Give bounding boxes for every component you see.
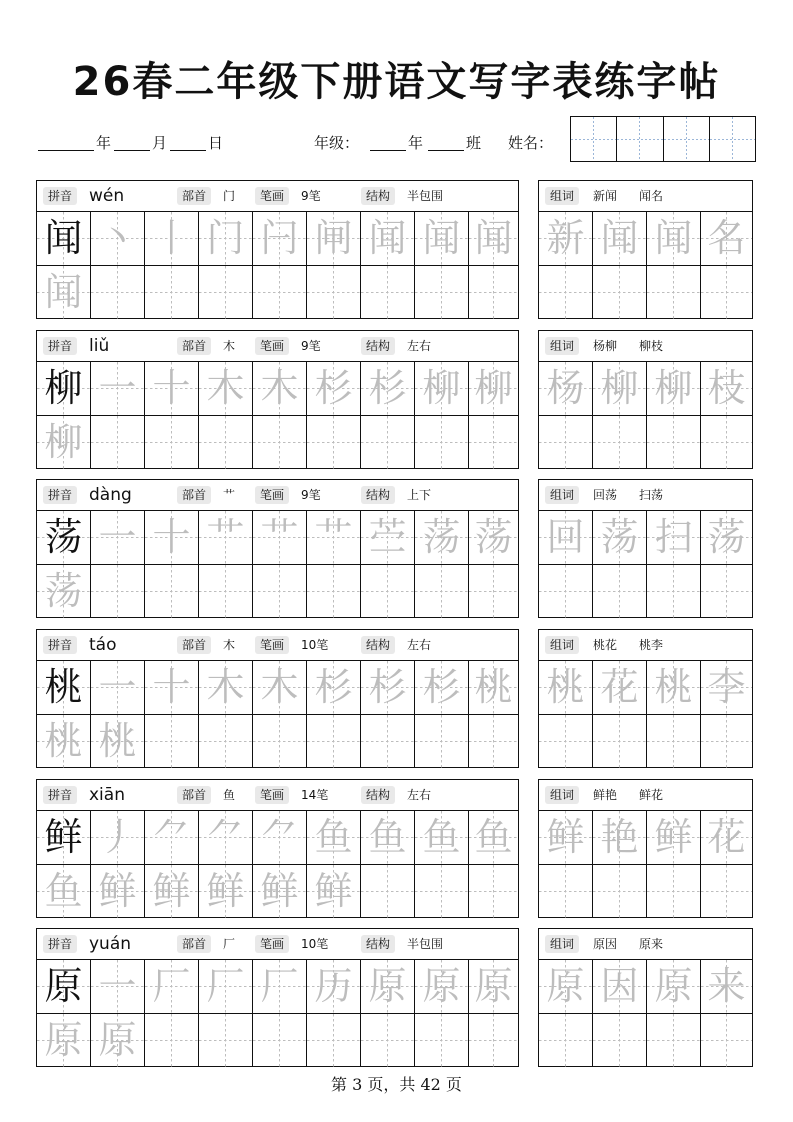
practice-cell[interactable] <box>91 416 145 469</box>
word-practice-cell[interactable] <box>647 865 701 918</box>
radical-value: 木 <box>223 339 236 353</box>
pinyin-tag: 拼音 <box>43 636 77 654</box>
radical-tag: 部首 <box>177 636 211 654</box>
word-trace-cell[interactable]: 原 <box>647 960 701 1014</box>
trace-cell[interactable]: 柳 <box>37 416 91 469</box>
practice-cell[interactable] <box>361 715 415 768</box>
practice-cell[interactable] <box>307 266 361 319</box>
stroke-step-cell[interactable]: 历 <box>307 960 361 1014</box>
model-char[interactable]: 桃 <box>37 661 91 715</box>
words-tag: 组词 <box>545 337 579 355</box>
char-block-0 <box>36 180 753 319</box>
strokes-tag: 笔画 <box>255 337 289 355</box>
stroke-step-cell[interactable]: 桃 <box>469 661 518 715</box>
practice-cell[interactable] <box>253 715 307 768</box>
practice-cell[interactable] <box>199 715 253 768</box>
stroke-step-cell[interactable]: 丨 <box>145 212 199 266</box>
structure-value: 左右 <box>407 638 432 652</box>
panel-header <box>37 331 518 362</box>
word-trace-cell[interactable]: 闻 <box>593 212 647 266</box>
stroke-step-cell[interactable]: 木 <box>199 661 253 715</box>
words-header <box>539 780 752 811</box>
stroke-step-cell[interactable]: 木 <box>253 362 307 416</box>
char-block-4 <box>36 779 753 918</box>
page-footer: 第 3 页，共 42 页 <box>331 1075 462 1094</box>
word-practice-cell[interactable] <box>701 416 752 469</box>
word-1: 回荡 <box>593 488 618 502</box>
words-header <box>539 480 752 511</box>
stroke-step-cell[interactable]: 鲜 <box>253 865 307 918</box>
practice-panel <box>36 629 519 768</box>
word-2: 桃李 <box>639 638 664 652</box>
radical-value: 厂 <box>223 937 236 951</box>
practice-panel <box>36 479 519 618</box>
word-practice-cell[interactable] <box>539 865 593 918</box>
pinyin-tag: 拼音 <box>43 786 77 804</box>
structure-tag: 结构 <box>361 187 395 205</box>
word-trace-cell[interactable]: 来 <box>701 960 752 1014</box>
stroke-step-cell[interactable]: 原 <box>361 960 415 1014</box>
strokes-tag: 笔画 <box>255 187 289 205</box>
word-practice-cell[interactable] <box>539 1014 593 1067</box>
radical-value: 鱼 <box>223 788 236 802</box>
word-1: 鲜艳 <box>593 788 618 802</box>
practice-cell[interactable] <box>469 865 518 918</box>
stroke-step-cell[interactable]: 艹 <box>199 511 253 565</box>
practice-cell[interactable] <box>415 865 469 918</box>
radical-tag: 部首 <box>177 486 211 504</box>
word-trace-cell[interactable]: 扫 <box>647 511 701 565</box>
student-info-row <box>38 116 756 162</box>
word-practice-cell[interactable] <box>647 715 701 768</box>
stroke-step-cell[interactable]: 鱼 <box>307 811 361 865</box>
stroke-step-cell[interactable]: 荡 <box>415 511 469 565</box>
stroke-step-cell[interactable]: 一 <box>91 511 145 565</box>
word-practice-cell[interactable] <box>593 865 647 918</box>
word-practice-cell[interactable] <box>701 565 752 618</box>
pinyin-tag: 拼音 <box>43 935 77 953</box>
words-grid <box>539 960 752 1066</box>
strokes-tag: 笔画 <box>255 786 289 804</box>
word-practice-cell[interactable] <box>539 565 593 618</box>
word-practice-cell[interactable] <box>593 416 647 469</box>
stroke-step-cell[interactable]: 杉 <box>307 362 361 416</box>
stroke-step-cell[interactable]: 鱼 <box>469 811 518 865</box>
practice-grid <box>37 661 518 767</box>
practice-cell[interactable] <box>469 266 518 319</box>
practice-cell[interactable] <box>469 565 518 618</box>
stroke-step-cell[interactable]: 原 <box>415 960 469 1014</box>
practice-cell[interactable] <box>415 416 469 469</box>
practice-cell[interactable] <box>361 865 415 918</box>
year-label: 年 <box>96 134 112 152</box>
pinyin-value: dàng <box>89 485 132 505</box>
trace-cell[interactable]: 桃 <box>37 715 91 768</box>
trace-cell[interactable]: 闻 <box>37 266 91 319</box>
strokes-value: 9笔 <box>301 488 321 502</box>
practice-panel <box>36 928 519 1067</box>
words-grid <box>539 362 752 468</box>
word-trace-cell[interactable]: 因 <box>593 960 647 1014</box>
strokes-value: 9笔 <box>301 189 321 203</box>
name-cell[interactable] <box>617 117 663 161</box>
name-cell[interactable] <box>710 117 755 161</box>
stroke-step-cell[interactable]: ⺈ <box>253 811 307 865</box>
words-tag: 组词 <box>545 636 579 654</box>
grade-year-label: 年 <box>408 134 424 152</box>
grade-blank[interactable] <box>370 150 406 151</box>
structure-tag: 结构 <box>361 786 395 804</box>
strokes-tag: 笔画 <box>255 486 289 504</box>
words-tag: 组词 <box>545 187 579 205</box>
model-char[interactable]: 原 <box>37 960 91 1014</box>
stroke-step-cell[interactable]: 原 <box>469 960 518 1014</box>
stroke-step-cell[interactable]: 闻 <box>361 212 415 266</box>
words-header <box>539 929 752 960</box>
practice-cell[interactable] <box>145 416 199 469</box>
pinyin-tag: 拼音 <box>43 337 77 355</box>
word-practice-cell[interactable] <box>539 715 593 768</box>
stroke-step-cell[interactable]: 鲜 <box>91 865 145 918</box>
strokes-value: 10笔 <box>301 937 329 951</box>
name-grid[interactable] <box>570 116 756 162</box>
word-practice-cell[interactable] <box>593 1014 647 1067</box>
practice-cell[interactable] <box>199 565 253 618</box>
stroke-step-cell[interactable]: 艹 <box>253 511 307 565</box>
stroke-step-cell[interactable]: 十 <box>145 661 199 715</box>
panel-header <box>37 630 518 661</box>
radical-tag: 部首 <box>177 187 211 205</box>
stroke-step-cell[interactable]: 闻 <box>469 212 518 266</box>
month-blank[interactable] <box>114 150 150 151</box>
model-char[interactable]: 柳 <box>37 362 91 416</box>
stroke-step-cell[interactable]: 鲜 <box>307 865 361 918</box>
words-header <box>539 630 752 661</box>
radical-tag: 部首 <box>177 786 211 804</box>
practice-cell[interactable] <box>307 416 361 469</box>
stroke-step-cell[interactable]: 杉 <box>307 661 361 715</box>
strokes-value: 9笔 <box>301 339 321 353</box>
panel-header <box>37 480 518 511</box>
practice-cell[interactable] <box>361 416 415 469</box>
class-label: 班 <box>466 134 482 152</box>
class-blank[interactable] <box>428 150 464 151</box>
word-trace-cell[interactable]: 荡 <box>701 511 752 565</box>
stroke-step-cell[interactable]: 厂 <box>145 960 199 1014</box>
practice-cell[interactable] <box>415 1014 469 1067</box>
structure-tag: 结构 <box>361 935 395 953</box>
stroke-step-cell[interactable]: 厂 <box>253 960 307 1014</box>
practice-panel <box>36 779 519 918</box>
practice-cell[interactable] <box>469 416 518 469</box>
stroke-step-cell[interactable]: 杉 <box>361 661 415 715</box>
pinyin-value: xiān <box>89 785 125 805</box>
practice-cell[interactable] <box>253 1014 307 1067</box>
trace-cell[interactable]: 荡 <box>37 565 91 618</box>
practice-cell[interactable] <box>307 715 361 768</box>
char-block-5 <box>36 928 753 1067</box>
practice-cell[interactable] <box>469 1014 518 1067</box>
word-trace-cell[interactable]: 桃 <box>647 661 701 715</box>
words-tag: 组词 <box>545 486 579 504</box>
words-header <box>539 331 752 362</box>
word-practice-cell[interactable] <box>701 266 752 319</box>
word-trace-cell[interactable]: 鲜 <box>539 811 593 865</box>
practice-cell[interactable] <box>307 1014 361 1067</box>
practice-cell[interactable] <box>361 1014 415 1067</box>
stroke-step-cell[interactable]: 艹 <box>307 511 361 565</box>
practice-cell[interactable] <box>307 565 361 618</box>
structure-value: 半包围 <box>407 937 444 951</box>
structure-tag: 结构 <box>361 486 395 504</box>
practice-panel <box>36 180 519 319</box>
word-trace-cell[interactable]: 艳 <box>593 811 647 865</box>
practice-cell[interactable] <box>145 1014 199 1067</box>
words-panel <box>538 779 753 918</box>
day-blank[interactable] <box>170 150 206 151</box>
char-block-1 <box>36 330 753 469</box>
words-panel <box>538 330 753 469</box>
stroke-step-cell[interactable]: 门 <box>199 212 253 266</box>
words-panel <box>538 180 753 319</box>
stroke-step-cell[interactable]: 十 <box>145 511 199 565</box>
word-practice-cell[interactable] <box>701 715 752 768</box>
radical-value: 艹 <box>223 488 236 502</box>
panel-header <box>37 181 518 212</box>
practice-cell[interactable] <box>199 1014 253 1067</box>
stroke-step-cell[interactable]: 鱼 <box>415 811 469 865</box>
stroke-step-cell[interactable]: 闩 <box>253 212 307 266</box>
word-practice-cell[interactable] <box>593 565 647 618</box>
practice-grid <box>37 212 518 318</box>
stroke-step-cell[interactable]: 苎 <box>361 511 415 565</box>
practice-cell[interactable] <box>361 565 415 618</box>
word-practice-cell[interactable] <box>647 266 701 319</box>
structure-value: 上下 <box>407 488 432 502</box>
word-1: 原因 <box>593 937 618 951</box>
practice-grid <box>37 811 518 917</box>
structure-tag: 结构 <box>361 337 395 355</box>
trace-cell[interactable]: 原 <box>37 1014 91 1067</box>
structure-tag: 结构 <box>361 636 395 654</box>
model-char[interactable]: 鲜 <box>37 811 91 865</box>
word-trace-cell[interactable]: 杨 <box>539 362 593 416</box>
radical-value: 木 <box>223 638 236 652</box>
word-1: 桃花 <box>593 638 618 652</box>
char-block-3 <box>36 629 753 768</box>
practice-cell[interactable] <box>469 715 518 768</box>
stroke-step-cell[interactable]: 一 <box>91 960 145 1014</box>
practice-cell[interactable] <box>415 565 469 618</box>
radical-tag: 部首 <box>177 935 211 953</box>
model-char[interactable]: 闻 <box>37 212 91 266</box>
words-grid <box>539 212 752 318</box>
pinyin-value: yuán <box>89 934 132 954</box>
strokes-tag: 笔画 <box>255 935 289 953</box>
words-panel <box>538 928 753 1067</box>
practice-grid <box>37 960 518 1066</box>
word-practice-cell[interactable] <box>647 416 701 469</box>
word-trace-cell[interactable]: 李 <box>701 661 752 715</box>
practice-cell[interactable] <box>415 266 469 319</box>
practice-grid <box>37 511 518 617</box>
name-cell[interactable] <box>664 117 710 161</box>
stroke-step-cell[interactable]: 鲜 <box>145 865 199 918</box>
name-cell[interactable] <box>571 117 617 161</box>
year-blank[interactable] <box>38 150 94 151</box>
day-label: 日 <box>208 134 224 152</box>
stroke-step-cell[interactable]: ⺈ <box>199 811 253 865</box>
stroke-step-cell[interactable]: 杉 <box>415 661 469 715</box>
word-2: 扫荡 <box>639 488 664 502</box>
model-char[interactable]: 荡 <box>37 511 91 565</box>
pinyin-value: liǔ <box>89 336 110 356</box>
panel-header <box>37 929 518 960</box>
word-trace-cell[interactable]: 花 <box>593 661 647 715</box>
word-trace-cell[interactable]: 闻 <box>647 212 701 266</box>
trace-cell[interactable]: 原 <box>91 1014 145 1067</box>
practice-cell[interactable] <box>199 416 253 469</box>
words-panel <box>538 629 753 768</box>
word-trace-cell[interactable]: 原 <box>539 960 593 1014</box>
words-grid <box>539 661 752 767</box>
practice-cell[interactable] <box>199 266 253 319</box>
stroke-step-cell[interactable]: 鲜 <box>199 865 253 918</box>
word-trace-cell[interactable]: 回 <box>539 511 593 565</box>
stroke-step-cell[interactable]: 木 <box>199 362 253 416</box>
word-1: 杨柳 <box>593 339 618 353</box>
word-trace-cell[interactable]: 枝 <box>701 362 752 416</box>
words-panel <box>538 479 753 618</box>
strokes-tag: 笔画 <box>255 636 289 654</box>
stroke-step-cell[interactable]: 一 <box>91 362 145 416</box>
word-trace-cell[interactable]: 鲜 <box>647 811 701 865</box>
stroke-step-cell[interactable]: 鱼 <box>361 811 415 865</box>
practice-cell[interactable] <box>253 266 307 319</box>
pinyin-tag: 拼音 <box>43 187 77 205</box>
structure-value: 半包围 <box>407 189 444 203</box>
stroke-step-cell[interactable]: 闻 <box>415 212 469 266</box>
strokes-value: 10笔 <box>301 638 329 652</box>
word-practice-cell[interactable] <box>539 416 593 469</box>
pinyin-value: táo <box>89 635 117 655</box>
stroke-step-cell[interactable]: 柳 <box>415 362 469 416</box>
practice-cell[interactable] <box>145 266 199 319</box>
word-trace-cell[interactable]: 柳 <box>647 362 701 416</box>
words-header <box>539 181 752 212</box>
word-trace-cell[interactable]: 花 <box>701 811 752 865</box>
practice-panel <box>36 330 519 469</box>
structure-value: 左右 <box>407 339 432 353</box>
stroke-step-cell[interactable]: 丶 <box>91 212 145 266</box>
stroke-step-cell[interactable]: 鱼 <box>37 865 91 918</box>
practice-cell[interactable] <box>91 266 145 319</box>
practice-cell[interactable] <box>145 565 199 618</box>
pinyin-tag: 拼音 <box>43 486 77 504</box>
pinyin-value: wén <box>89 186 125 206</box>
word-1: 新闻 <box>593 189 618 203</box>
words-grid <box>539 811 752 917</box>
practice-cell[interactable] <box>145 715 199 768</box>
practice-cell[interactable] <box>253 565 307 618</box>
word-2: 闻名 <box>639 189 664 203</box>
stroke-step-cell[interactable]: ⺈ <box>145 811 199 865</box>
word-practice-cell[interactable] <box>647 565 701 618</box>
stroke-step-cell[interactable]: 柳 <box>469 362 518 416</box>
words-tag: 组词 <box>545 935 579 953</box>
word-practice-cell[interactable] <box>701 1014 752 1067</box>
practice-cell[interactable] <box>361 266 415 319</box>
stroke-step-cell[interactable]: 闸 <box>307 212 361 266</box>
stroke-step-cell[interactable]: 杉 <box>361 362 415 416</box>
stroke-step-cell[interactable]: 木 <box>253 661 307 715</box>
stroke-step-cell[interactable]: 十 <box>145 362 199 416</box>
word-2: 柳枝 <box>639 339 664 353</box>
char-block-2 <box>36 479 753 618</box>
practice-cell[interactable] <box>253 416 307 469</box>
words-tag: 组词 <box>545 786 579 804</box>
panel-header <box>37 780 518 811</box>
word-practice-cell[interactable] <box>647 1014 701 1067</box>
stroke-step-cell[interactable]: 一 <box>91 661 145 715</box>
word-trace-cell[interactable]: 名 <box>701 212 752 266</box>
stroke-step-cell[interactable]: 荡 <box>469 511 518 565</box>
words-grid <box>539 511 752 617</box>
name-label: 姓名： <box>508 134 554 152</box>
stroke-step-cell[interactable]: 厂 <box>199 960 253 1014</box>
structure-value: 左右 <box>407 788 432 802</box>
word-practice-cell[interactable] <box>593 715 647 768</box>
word-trace-cell[interactable]: 柳 <box>593 362 647 416</box>
word-trace-cell[interactable]: 荡 <box>593 511 647 565</box>
trace-cell[interactable]: 桃 <box>91 715 145 768</box>
month-label: 月 <box>152 134 168 152</box>
word-practice-cell[interactable] <box>539 266 593 319</box>
grade-label: 年级： <box>314 134 360 152</box>
word-trace-cell[interactable]: 桃 <box>539 661 593 715</box>
word-2: 鲜花 <box>639 788 664 802</box>
word-practice-cell[interactable] <box>593 266 647 319</box>
word-2: 原来 <box>639 937 664 951</box>
strokes-value: 14笔 <box>301 788 329 802</box>
practice-cell[interactable] <box>415 715 469 768</box>
radical-tag: 部首 <box>177 337 211 355</box>
practice-cell[interactable] <box>91 565 145 618</box>
radical-value: 门 <box>223 189 236 203</box>
word-trace-cell[interactable]: 新 <box>539 212 593 266</box>
page-title: 26春二年级下册语文写字表练字帖 <box>72 59 721 105</box>
practice-grid <box>37 362 518 468</box>
stroke-step-cell[interactable]: 丿 <box>91 811 145 865</box>
word-practice-cell[interactable] <box>701 865 752 918</box>
